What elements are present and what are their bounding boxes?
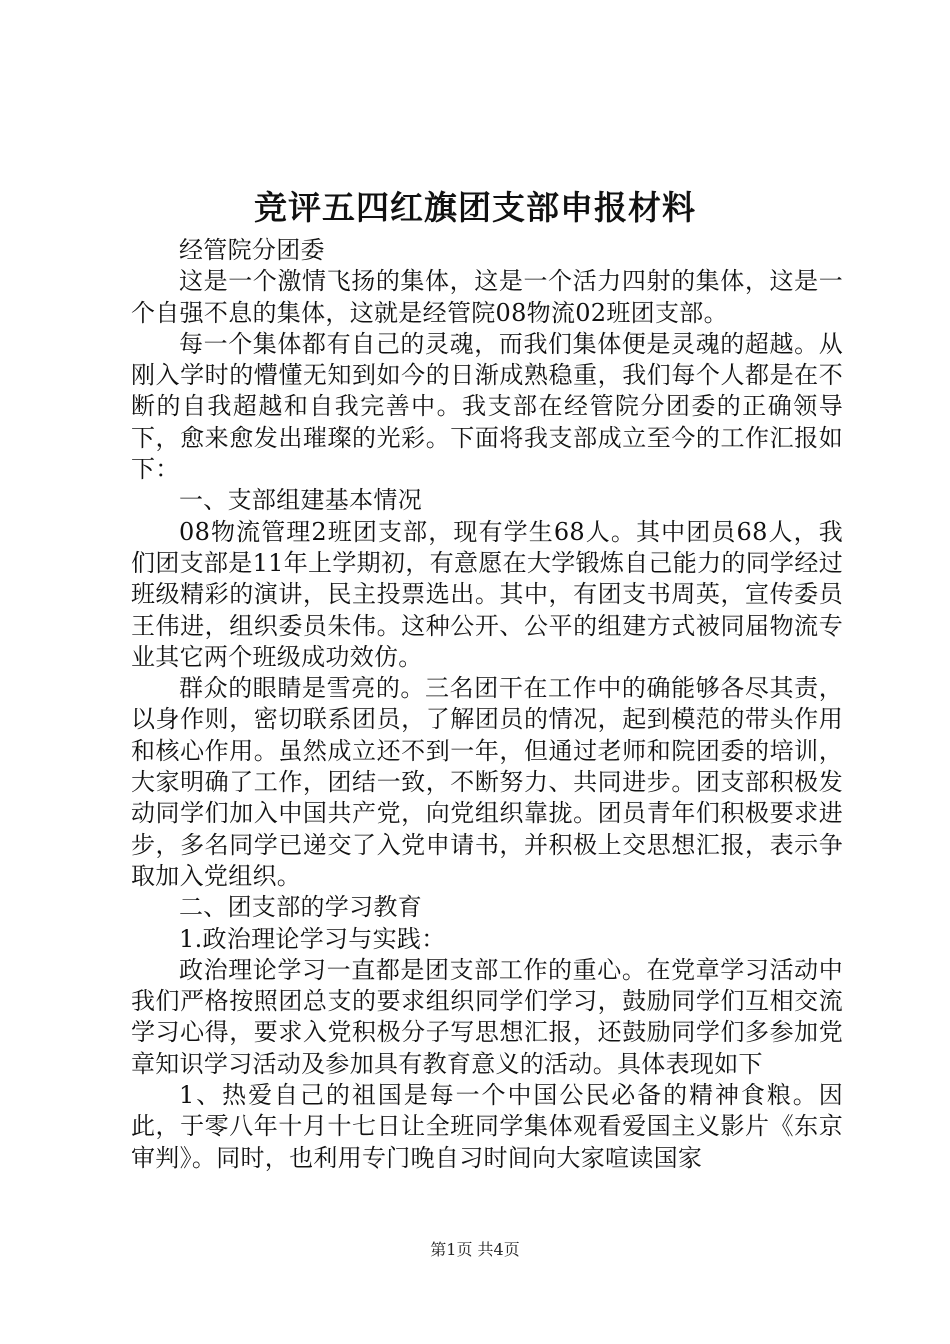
subsection-heading-politics: 1.政治理论学习与实践： <box>179 924 446 953</box>
page-footer <box>0 1240 950 1260</box>
paragraph-patriotism: 1、热爱自己的祖国是每一个中国公民必备的精神食粮。因此，于零八年十月十七日让全班同学集体观看爱国主义影片《东京审判》。同时，也利用专门晚自习时间向大家喧读国家 <box>131 1081 843 1172</box>
paragraph-formation: 08物流管理2班团支部，现有学生68人。其中团员68人，我们团支部是11年上学期初，有意愿在大学锻炼自己能力的同学经过班级精彩的演讲，民主投票选出。其中，有团支书周英，宣传委员王伟进，组织委员朱伟。这种公开、公平的组建方式被同届物流专业其它两个班级成功效仿。 <box>131 517 843 671</box>
section-heading-education: 二、团支部的学习教育 <box>179 893 422 922</box>
document-body <box>131 235 843 1174</box>
paragraph-politics: 政治理论学习一直都是团支部工作的重心。在党章学习活动中我们严格按照团总支的要求组织同学们学习，鼓励同学们互相交流学习心得，要求入党积极分子写思想汇报，还鼓励同学们多参加党章知识学习活动及参加具有教育意义的活动。具体表现如下 <box>131 955 843 1078</box>
page-total: 共4页 <box>477 1240 520 1259</box>
paragraph-leadership: 群众的眼睛是雪亮的。三名团干在工作中的确能够各尽其责，以身作则，密切联系团员，了解团员的情况，起到模范的带头作用和核心作用。虽然成立还不到一年，但通过老师和院团委的培训，大家明确了工作，团结一致，不断努力、共同进步。团支部积极发动同学们加入中国共产党，向党组织靠拢。团员青年们积极要求进步，多名同学已递交了入党申请书，并积极上交思想汇报，表示争取加入党组织。 <box>131 674 843 890</box>
paragraph-spirit: 每一个集体都有自己的灵魂，而我们集体便是灵魂的超越。从刚入学时的懵懂无知到如今的日渐成熟稳重，我们每个人都是在不断的自我超越和自我完善中。我支部在经管院分团委的正确领导下，愈来愈发出璀璨的光彩。下面将我支部成立至今的工作汇报如下： <box>131 329 843 484</box>
paragraph-intro: 这是一个激情飞扬的集体，这是一个活力四射的集体，这是一个自强不息的集体，这就是经管院08物流02班团支部。 <box>131 267 843 327</box>
document-title: 竞评五四红旗团支部申报材料 <box>254 188 696 227</box>
section-heading-formation: 一、支部组建基本情况 <box>179 486 422 515</box>
page-number: 第1页 <box>430 1240 473 1259</box>
paragraph-organization: 经管院分团委 <box>179 236 325 264</box>
